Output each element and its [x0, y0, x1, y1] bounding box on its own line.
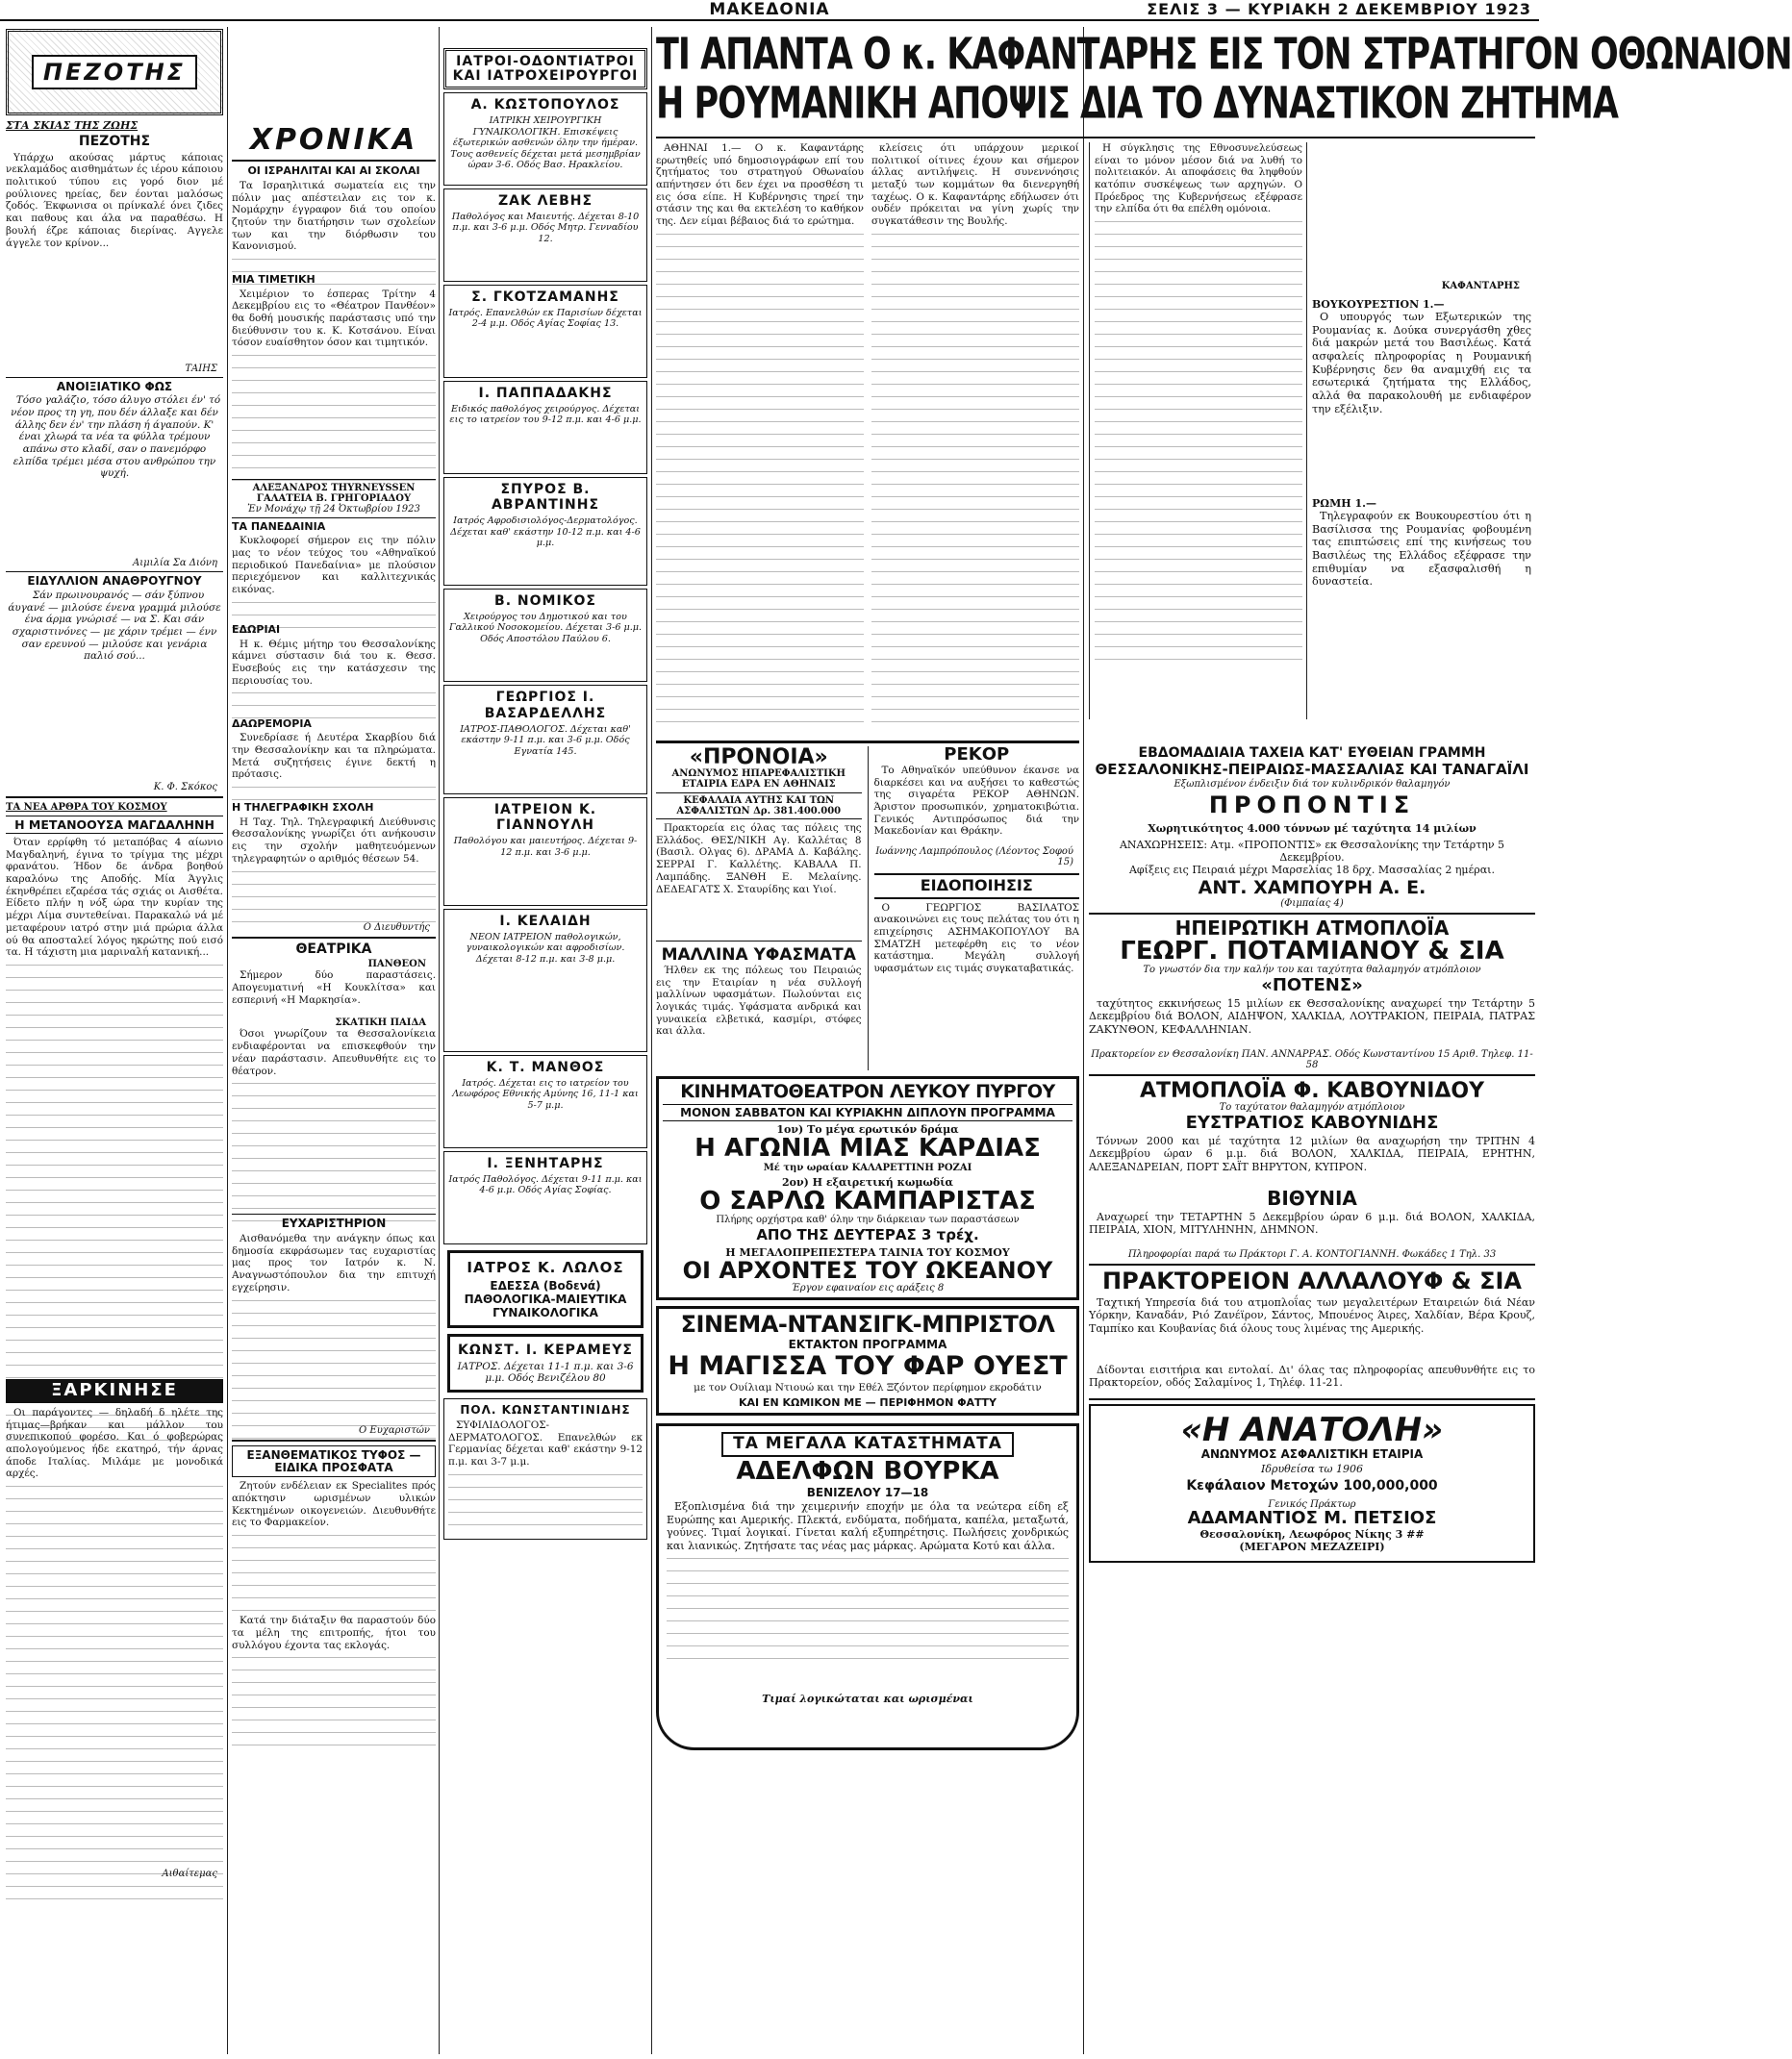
- lead-text: κλείσεις ότι υπάρχουν μερικοί πολιτικοί οίτινες έχουν και σήμερον άλλας αντιλήψεις. Η συνεννόησις μεταξύ των κομμάτων θα διενεργηθή ταχέως. Ο κ. Καφαντάρης εδήλωσεν ότι ουδέν πρόκειται να γίνη χωρίς την συγκατάθεσιν της Βουλής.: [871, 142, 1079, 729]
- rekor-ad: [874, 746, 1080, 1070]
- article-title: ΠΕΖΟΤΗΣ: [78, 134, 151, 149]
- doctor-details: Ιατρός. Δέχεται εις το ιατρείον του Λεωφόρος Εθνικής Αμύνης 16, 11-1 και 5-7 μ.μ.: [452, 1077, 639, 1111]
- doctor-name: Ι. ΠΑΠΠΑΔΑΚΗΣ: [478, 385, 613, 401]
- signature: Αιθαίτεμας: [162, 1868, 217, 1879]
- ship-body: Τόννων 2000 και μέ ταχύτητα 12 μιλίων θα αναχωρήση την ΤΡΙΤΗΝ 4 Δεκεμβρίου ώραν 6 μ.μ. διά ΒΟΛΟΝ, ΧΑΛΚΙΔΑ, ΠΕΙΡΑΙΑ, ΕΡΗΤΗΝ, ΑΛΕΞΑΝΔΡΕΙΑΝ, ΠΟΡΤ ΣΑΪΤ ΒΗΡΥΤΟΝ, ΚΥΠΡΟΝ.: [1089, 1134, 1535, 1173]
- film-date: ΑΠΟ ΤΗΣ ΔΕΥΤΕΡΑΣ 3 τρέχ.: [756, 1226, 979, 1244]
- section-kicker: ΣΤΑ ΣΚΙΑΣ ΤΗΣ ΖΩΗΣ: [6, 119, 139, 132]
- cinema-program: ΕΚΤΑΚΤΟΝ ΠΡΟΓΡΑΜΜΑ: [788, 1338, 947, 1352]
- ad-title: «ΠΡΟΝΟΙΑ»: [689, 745, 828, 769]
- store-label: ΤΑ ΜΕΓΑΛΑ ΚΑΤΑΣΤΗΜΑΤΑ: [721, 1432, 1014, 1457]
- article-body: Οι παράγοντες — δηλαδή δ ηλέτε της ήτιμας—βρήκαν και μάλλον του συνεπικοπού φορέσο. Και ό φοβερώρας απολογούμενος ήδε εκατηρό, τήν άρνας άποδε Ιταλίας. Μιλάμε με μονοδικά αρχές.: [6, 1407, 223, 1869]
- doctor-ad: [443, 92, 647, 186]
- section-header: ΙΑΤΡΟΙ-ΟΔΟΝΤΙΑΤΡΟΙ ΚΑΙ ΙΑΤΡΟΧΕΙΡΟΥΡΓΟΙ: [443, 48, 647, 89]
- doctor-ad: [443, 1398, 647, 1540]
- ship-ports: Αφίξεις εις Πειραιά μέχρι Μαρσελίας 18 δρχ. Μασσαλίας 2 ημέραι.: [1128, 863, 1495, 876]
- doctor-ad: [443, 188, 647, 282]
- advert-body: Ζητούν ενδέλειαν εκ Specialites πρός απόκτησιν ωρισμένων υλικών Κεκτημένων οικογενειών. Διευθυνθήτε εις το Φαρμακείον.: [232, 1480, 436, 1615]
- cinema-ad: [656, 1306, 1079, 1416]
- doctor-details: Ιατρός Αφροδισιολόγος-Δερματολόγος. Δέχεται καθ' εκάστην 10-12 π.μ. και 4-6 μ.μ.: [450, 515, 641, 549]
- film-title: ΟΙ ΑΡΧΟΝΤΕΣ ΤΟΥ ΩΚΕΑΝΟΥ: [682, 1256, 1053, 1284]
- ship-body: Αναχωρεί την ΤΕΤΑΡΤΗΝ 5 Δεκεμβρίου ώραν 6 μ.μ. διά ΒΟΛΟΝ, ΧΑΛΚΙΔΑ, ΠΕΙΡΑΙΑ, ΧΙΟΝ, ΜΙΤΥΛΗΝΗΝ, ΔΗΜΝΟΝ.: [1089, 1210, 1535, 1237]
- film-label: Η ΜΕΓΑΛΟΠΡΕΠΕΣΤΕΡΑ ΤΑΙΝΙΑ ΤΟΥ ΚΟΣΜΟΥ: [725, 1245, 1010, 1259]
- insurer-type: ΑΝΩΝΥΜΟΣ ΑΣΦΑΛΙΣΤΙΚΗ ΕΤΑΙΡΙΑ: [1200, 1446, 1424, 1461]
- ad-body: Το Αθηναϊκόν υπεύθυνον έκανσε να διαρκέσει και να αυξήσει το καθεστώς της σιγαρέτα ΡΕΚΟΡ ΑΘΗΝΩΝ. Άριστον προσωπικόν, χρηματοκιβώτια. Γενικός Αντιπρόσωπος διά την Μακεδονίαν και Θράκην.: [873, 764, 1080, 838]
- bucharest-report: [1312, 298, 1531, 702]
- column-2: [232, 29, 436, 2053]
- doctor-details: ΙΑΤΡΟΣ. Δέχεται 11-1 π.μ. και 3-6 μ.μ. Οδός Βενιζέλου 80: [457, 1360, 634, 1384]
- line-route: ΘΕΣΣΑΛΟΝΙΚΗΣ-ΠΕΙΡΑΙΩΣ-ΜΑΣΣΑΛΙΑΣ ΚΑΙ ΤΑΝΑΓΑΪΛΙ: [1095, 760, 1529, 778]
- ad-title: ΕΙΔΟΠΟΙΗΣΙΣ: [874, 873, 1080, 899]
- doctor-ad: [443, 1151, 647, 1244]
- store-footer: Τιμαί λογικώταται και ωρισμέναι: [762, 1693, 973, 1706]
- ship-name: ΒΙΘΥΝΙΑ: [1267, 1186, 1357, 1210]
- item-title: ΜΙΑ ΤΙΜΕΤΙΚΗ: [232, 273, 315, 287]
- doctor-name: ΖΑΚ ΛΕΒΗΣ: [497, 193, 593, 210]
- item-title: ΕΔΩΡΙΑΙ: [232, 623, 281, 637]
- ad-body: Πρακτορεία εις όλας τας πόλεις της Ελλάδος. ΘΕΣ/ΝΙΚΗ Αγ. Καλλέτας 8 (Βασιλ. Ολγας 6). ΔΡΑΜΑ Δ. Καβάλης. ΣΕΡΡΑΙ Γ. Καλλέτης. ΚΑΒΑΛΑ Π. Λαμπάδης. ΞΑΝΘΗ Ε. Μελαίνης. ΔΕΔΕΑΓΑΤΣ Χ. Σταυρίδης και Υιοί.: [656, 822, 862, 895]
- insurer-address: Θεσσαλονίκη, Λεωφόρος Νίκης 3 ##: [1199, 1527, 1425, 1541]
- story-body: Όταν ερρίφθη τό μεταπόβας 4 αίωνιο Μαγδαληνή, έγινα το τρίγμα της μέχρι φρανάτου. Ήδον δε άνδρα βοηθού καραλόνω της Αποδής. Μία Άγγλις έκηνθρέπει εζαρέσα τάς σχιάς οι Αισθέτα. Είδετο πλήν η νόξ ώρα την κυρίαν της μέχρι Λίμα συντεθείναι. Παρακαλώ νά μέ μεταφέρουν ιατρό στην μιά πρώρια άλλα ού θα αποσταλεί λόγος ηκρώτης πού εισό τα. Η τάχιστη μια μαριναλή κατανική...: [6, 837, 223, 1375]
- director-label: Γενικός Πράκτωρ: [1268, 1498, 1356, 1510]
- item-body: Συνεδρίασε ή Δευτέρα Σκαρβίου διά την Θεσσαλονίκην και τα πληρώματα. Μετά συζητήσεις έγινε δεκτή η πρότασις.: [232, 732, 436, 799]
- company-name: ΑΤΜΟΠΛΟΪΑ Φ. ΚΑΒΟΥΝΙΔΟΥ: [1139, 1078, 1485, 1103]
- store-address: ΒΕΝΙΖΕΛΟΥ 17—18: [806, 1485, 929, 1499]
- item-body: Η Ταχ. Τηλ. Τηλεγραφική Διεύθυνσις Θεσσαλονίκης γνωρίζει ότι ανήκουσιν εις την σχολήν μαθητευόμενων τηλεγραφητών ο αριθμός θέσεων 54.: [232, 816, 436, 922]
- film-cast: Μέ την ωραίαν ΚΑΛΑΡΕΤΤΙΝΗ ΡΟΖΑΙ: [763, 1162, 972, 1173]
- thanks-body: Αισθανόμεθα την ανάγκην όπως και δημοσία εκφράσωμεν τας ευχαριστίας μας προς τον Ιατρόν κ. Ν. Αναγνωστόπουλον δια την επιτυχή εγχείρησιν.: [232, 1233, 436, 1425]
- ad-signature: Ιωάννης Λαμπρόπουλος (Λέοντος Σοφού 15): [875, 845, 1074, 867]
- agent-address: (Φιμπαίας 4): [1280, 897, 1344, 909]
- section-title: ΞΑΡΚΙΝΗΣΕ: [6, 1379, 223, 1403]
- lead-columns: [656, 142, 1079, 729]
- ad-divider: [656, 741, 1079, 743]
- film-cast: με τον Ουίλιαμ Ντιουώ και την Εθέλ Ξζόντον περίφημον εκροδάτιν: [694, 1382, 1042, 1394]
- company-note: Το γνωστόν δια την καλήν του και ταχύτητα θαλαμηγόν ατμόπλοιον: [1143, 964, 1481, 975]
- doctor-name: ΙΑΤΡΟΣ Κ. ΛΩΛΟΣ: [467, 1258, 624, 1276]
- store-name: ΑΔΕΛΦΩΝ ΒΟΥΡΚΑ: [736, 1456, 999, 1486]
- dateline: ΒΟΥΚΟΥΡΕΣΤΙΟΝ 1.—: [1312, 298, 1445, 311]
- doctor-name: Α. ΚΩΣΤΟΠΟΥΛΟΣ: [470, 97, 620, 113]
- company-title: ΗΠΕΙΡΩΤΙΚΗ ΑΤΜΟΠΛΟΪΑ: [1174, 916, 1450, 940]
- doctor-name: ΓΕΩΡΓΙΟΣ Ι. ΒΑΣΑΡΔΕΛΛΗΣ: [484, 689, 607, 721]
- ads-middle: [656, 746, 1079, 2054]
- doctor-details: ΕΔΕΣΣΑ (Βοδενά) ΠΑΘΟΛΟΓΙΚΑ-ΜΑΙΕΥΤΙΚΑ ΓΥΝΑΙΚΟΛΟΓΙΚΑ: [464, 1278, 627, 1319]
- insurer-address: (ΜΕΓΑΡΟΝ ΜΕΖΑΖΕΙΡΙ): [1239, 1540, 1385, 1553]
- lead-text: ΑΘΗΝΑΙ 1.— Ο κ. Καφαντάρης ερωτηθείς υπό δημοσιογράφων επί του ζητήματος του στρατηγού Οθωναίου απήντησεν ότι δεν έχει να προσθέση τι εις όσα είπε. Η Κυβέρνησις τηρεί την στάσιν της και θα εκτελέση το καθήκον της. Δεν είμαι βέβαιος διά το ερώτημα.: [656, 142, 864, 729]
- agent-name: ΑΝΤ. ΧΑΜΠΟΥΡΗ Α. Ε.: [1198, 876, 1426, 898]
- ship-departures: ΑΝΑΧΩΡΗΣΕΙΣ: Ατμ. «ΠΡΟΠΟΝΤΙΣ» εκ Θεσσαλονίκης την Τετάρτην 5 Δεκεμβρίου.: [1119, 838, 1505, 864]
- report-body: Ο υπουργός των Εξωτερικών της Ρουμανίας κ. Δούκα συνεργάσθη χθες διά μακρών μετά του Βασιλέως. Κατά ασφαλείς πληροφορίας η Ρουμανική Κυβέρνησις δεν θα αναμιχθή εις τα εσωτερικά ζητήματα της Ελλάδος, αλλά θα παρακολουθή με ενδιαφέρον την εξέλιξιν.: [1312, 311, 1531, 415]
- ship-details: Χωρητικότητος 4.000 τόννων μέ ταχύτητα 14 μιλίων: [1148, 821, 1477, 835]
- doctor-details: ΝΕΟΝ ΙΑΤΡΕΙΟΝ παθολογικών, γυναικολογικών και αφροδισίων. Δέχεται 8-12 π.μ. και 3-8 μ.μ.: [466, 931, 625, 965]
- item-body: Τα Ισραηλιτικά σωματεία εις την πόλιν μας απέστειλαν εις τον κ. Νομάρχην έγγραφον διά του οποίου ζητούν την διατήρησιν των σχολείων των και την διόρθωσιν του Κανονισμού.: [232, 180, 436, 271]
- company-body: Δίδονται εισιτήρια και εντολαί. Δι' όλας τας πληροφορίας απευθυνθήτε εις το Πρακτορείον, οδός Σαλαμίνος 1, Τηλέφ. 11-21.: [1089, 1363, 1535, 1390]
- cinema-name: ΣΙΝΕΜΑ-ΝΤΑΝΣΙΓΚ-ΜΠΡΙΣΤΟΛ: [680, 1311, 1055, 1338]
- film-label: 2ον) Η εξαιρετική κωμωδία: [781, 1175, 954, 1189]
- column-rule: [227, 27, 228, 2054]
- story-title: Η ΜΕΤΑΝΟΟΥΣΑ ΜΑΓΔΑΛΗΝΗ: [6, 816, 223, 834]
- banner-title: ΠΕΖΟΤΗΣ: [32, 55, 197, 89]
- doctor-details: Χειρούργος του Δημοτικού και του Γαλλικού Νοσοκομείου. Δέχεται 3-6 μ.μ. Οδός Αποστόλου Παύλου 6.: [448, 611, 643, 644]
- film-title: Η ΑΓΩΝΙΑ ΜΙΑΣ ΚΑΡΔΙΑΣ: [694, 1134, 1041, 1164]
- anatoli-ad: [1089, 1404, 1535, 1563]
- doctor-name: Ι. ΚΕΛΑΙΔΗ: [499, 914, 592, 930]
- poem-title: ΑΝΟΙΞΙΑΤΙΚΟ ΦΩΣ: [56, 379, 173, 393]
- doctor-ad: [443, 285, 647, 378]
- doctor-ad: [443, 685, 647, 794]
- ad-subtitle: ΑΝΩΝΥΜΟΣ ΗΠΑΡΕΦΑΛΙΣΤΙΚΗ ΕΤΑΙΡΙΑ ΕΔΡΑ ΕΝ ΑΘΗΝΑΙΣ: [671, 768, 846, 791]
- doctor-name: Σ. ΓΚΟΤΖΑΜΑΝΗΣ: [471, 289, 619, 305]
- doctor-name: ΠΟΛ. ΚΩΝΣΤΑΝΤΙΝΙΔΗΣ: [460, 1402, 631, 1417]
- lead-story: [656, 29, 1792, 760]
- signature: ΤΑΙΗΣ: [185, 363, 217, 374]
- ship-name: ΠΡΟΠΟΝΤΙΣ: [1208, 791, 1416, 819]
- signature: Αιμιλία Σα Διόνη: [133, 558, 217, 569]
- doctor-ad: [443, 477, 647, 587]
- item-title: ΟΙ ΙΣΡΑΗΛΙΤΑΙ ΚΑΙ ΑΙ ΣΚΟΛΑΙ: [247, 163, 420, 177]
- section-header: ΧΡΟΝΙΚΑ: [232, 125, 436, 162]
- doctor-details: Ιατρός Παθολόγος. Δέχεται 9-11 π.μ. και 4-6 μ.μ. Οδός Αγίας Σοφίας.: [448, 1173, 643, 1196]
- ship-body: ταχύτητος εκκινήσεως 15 μιλίων εκ Θεσσαλονίκης αναχωρεί την Τετάρτην 5 Δεκεμβρίου διά ΒΟΛΟΝ, ΑΙΔΗΨΟΝ, ΧΑΛΚΙΔΑ, ΛΟΥΤΡΑΚΙΟΝ, ΠΕΙΡΑΙΑ, ΠΑΤΡΑΣ ΖΑΚΥΝΘΟΝ, ΚΕΦΑΛΛΗΝΙΑΝ.: [1089, 996, 1535, 1036]
- ship-name: ΕΥΣΤΡΑΤΙΟΣ ΚΑΒΟΥΝΙΔΗΣ: [1185, 1112, 1439, 1133]
- item-body: Χειμέριον το έσπερας Τρίτην 4 Δεκεμβρίου εις το «Θέατρον Πανθέον» θα δοθή μουσικής παράστασις υπό την διεύθυνσιν του κ. Κ. Κοτσάνου. Είναι τόσον ευαίσθητον όσον και τιμητικόν.: [232, 289, 436, 476]
- doctor-name: ΙΑΤΡΕΙΟΝ Κ. ΓΙΑΝΝΟΥΛΗ: [493, 801, 597, 834]
- doctor-list: [443, 92, 647, 1243]
- store-body: Εξοπλισμένα διά την χειμερινήν εποχήν με όλα τα νεώτερα είδη εξ Ευρώπης και Αμερικής. Πλεκτά, ενδύματα, ποδήματα, καπέλα, μεταξωτά, γούνες. Τιμαί λογικαί. Γίνεται καλή εξυπηρέτησις. Πωλήσεις χονδρικώς και λιανικώς. Ζητήσατε τας νέας μας μάρκας. Αρώματα Κοτύ και άλλα.: [667, 1500, 1069, 1693]
- film-title: Ο ΣΑΡΛΩ ΚΑΜΠΑΡΙΣΤΑΣ: [699, 1186, 1036, 1216]
- company-name: ΓΕΩΡΓ. ΠΟΤΑΜΙΑΝΟΥ & ΣΙΑ: [1120, 936, 1504, 966]
- column-1: [6, 29, 223, 2053]
- doctor-name: Ι. ΞΕΝΗΤΑΡΗΣ: [487, 1155, 604, 1171]
- doctor-name: ΚΩΝΣΤ. Ι. ΚΕΡΑΜΕΥΣ: [458, 1342, 633, 1358]
- dateline: ΡΩΜΗ 1.—: [1312, 497, 1376, 510]
- cinema-name: ΚΙΝΗΜΑΤΟΘΕΑΤΡΟΝ ΛΕΥΚΟΥ ΠΥΡΓΟΥ: [680, 1080, 1055, 1102]
- doctor-name: Β. ΝΟΜΙΚΟΣ: [494, 593, 596, 610]
- ad-title: ΜΑΛΛΙΝΑ ΥΦΑΣΜΑΤΑ: [661, 945, 856, 966]
- film-title: Η ΜΑΓΙΣΣΑ ΤΟΥ ΦΑΡ ΟΥΕΣΤ: [668, 1350, 1068, 1381]
- insurer-name: «Η ΑΝΑΤΟΛΗ»: [1180, 1410, 1444, 1449]
- theatre-body: Σήμερον δύο παραστάσεις. Απογευματινή «Η Κουκλίτσα» και εσπερινή «Η Μαρκησία».: [232, 969, 436, 1006]
- film-label: 1ον) Το μέγα ερωτικόν δράμα: [776, 1123, 959, 1137]
- pronoia-ad: [656, 746, 862, 1070]
- item-body: Η κ. Θέμις μήτηρ του Θεσσαλονίκης κάμνει σύστασιν διά του κ. Θεσσ. Ευσεβούς εις την κατάσχεσιν της περιουσίας του.: [232, 639, 436, 716]
- signature: Κ. Φ. Σκόκος: [153, 781, 217, 792]
- doctor-ad: [443, 797, 647, 907]
- director-name: ΑΔΑΜΑΝΤΙΟΣ Μ. ΠΕΤΣΙΟΣ: [1187, 1507, 1437, 1528]
- ad-body: Ήλθεν εκ της πόλεως του Πειραιώς εις την Εταιρίαν η νέα συλλογή μαλλίνων υφασμάτων. Πωλούνται εις λογικάς τιμάς. Υφάσματα ανδρικά και γυναικεία ελβετικά, κασμίρι, στόφες και άλλα.: [656, 964, 862, 1038]
- lead-headline: Η ΡΟΥΜΑΝΙΚΗ ΑΠΟΨΙΣ ΔΙΑ ΤΟ ΔΥΝΑΣΤΙΚΟΝ ΖΗΤΗΜΑ: [656, 79, 1618, 130]
- company-body: Ταχτική Υπηρεσία διά του ατμοπλοΐας των μεγαλειτέρων Εταιρειών διά Νέαν Υόρκην, Καναδάν, Ριό Ζανέϊρον, Σάντος, Μπουένος Άιρες, Χαλδίαν, Βέρα Κρουζ, Ταμπίκο και Κουβανίας διά όλους τους λιμένας της Αμερικής.: [1089, 1295, 1535, 1335]
- ads-row: [656, 746, 1079, 1070]
- doctor-details: Παθολόγου και μαιευτήρος. Δέχεται 9-12 π.μ. και 3-6 μ.μ.: [453, 836, 638, 858]
- signature: Ο Ευχαριστών: [359, 1425, 430, 1437]
- ad-title: ΡΕΚΟΡ: [944, 744, 1010, 765]
- line-title: ΕΒΔΟΜΑΔΙΑΙΑ ΤΑΧΕΙΑ ΚΑΤ' ΕΥΘΕΙΑΝ ΓΡΑΜΜΗ: [1138, 745, 1486, 761]
- poem-body: Σάν πρωινουρανός — σάν ξύπνου άυγανέ — μιλούσε ένενα γραμμά μιλούσε ένα άρμα γνώρισέ — να Σ. Και σάν σχαριστινόνες — με χάριν τρέμει — ένν σαν ερευνού — μιλούσε και γενάρια παλιό σού...: [8, 589, 221, 663]
- column-banner: [6, 29, 223, 115]
- film-note: ΚΑΙ ΕΝ ΚΩΜΙΚΟΝ ΜΕ — ΠΕΡΙΦΗΜΟΝ ΦΑΤΤΥ: [738, 1396, 997, 1410]
- film-note: Έργον εφαιναίον εις αράξεις 8: [791, 1283, 945, 1293]
- doctor-details: Ειδικός παθολόγος χειρούργος. Δέχεται εις το ιατρείον του 9-12 π.μ. και 4-6 μ.μ.: [449, 403, 642, 426]
- lead-text: Η σύγκλησις της Εθνοσυνελεύσεως είναι το μόνον μέσον διά να λυθή το πολιτειακόν. Αι αποφάσεις θα ληφθούν κατόπιν συσκέψεως των αρχηγών. Ο Πρόεδρος της Κυβερνήσεως εξέφρασε την ελπίδα ότι θα επέλθη ομόνοια.: [1095, 142, 1302, 729]
- item-title: ΤΑ ΠΑΝΕΔΑΙΝΙΑ: [232, 519, 326, 533]
- doctor-box: [447, 1334, 644, 1393]
- section-kicker: ΤΑ ΝΕΑ ΑΡΘΡΑ ΤΟΥ ΚΟΣΜΟΥ: [6, 801, 167, 813]
- line-note: Εξωπλισμένον ένδειξιν διά τον κυλινδρικόν θαλαμηγόν: [1174, 779, 1451, 791]
- shipping-ads: [1089, 746, 1535, 2054]
- theatre-body: Όσοι γνωρίζουν τα Θεσσαλονίκεια ενδιαφέρονται να επισκεφθούν την νέαν παράστασιν. Απευθυνθήτε εις το θέατρον.: [232, 1028, 436, 1211]
- column-3: [443, 29, 647, 2053]
- item-title: Η ΤΗΛΕΓΡΑΦΙΚΗ ΣΧΟΛΗ: [232, 801, 374, 815]
- lead-signature: ΚΑΦΑΝΤΑΡΗΣ: [1441, 281, 1520, 291]
- lead-headline: ΤΙ ΑΠΑΝΤΑ Ο κ. ΚΑΦΑΝΤΑΡΗΣ ΕΙΣ ΤΟΝ ΣΤΡΑΤΗΓΟΝ ΟΘΩΝΑΙΟΝ: [656, 30, 1792, 81]
- poem-body: Τόσο γαλάζιο, τόσο άλυγο στόλει έν' τό νέον προς τη γη, που δέν άλλαξε και δέν άλλης δεν έν' την πλάση ή άγαπούν. Κ' έναι χλωρά τα νέα τα φύλλα τρέμουν απάνω στο κλαδί, σαν ο πανεμόρφο ελπίδα τρέμει μέσα στου ανθρώπου την ψυχή.: [11, 394, 221, 480]
- section-title: ΕΥΧΑΡΙΣΤΗΡΙΟΝ: [281, 1217, 387, 1231]
- item-title: ΔΑΩΡΕΜΟΡΙΑ: [232, 716, 312, 730]
- doctor-name: ΣΠΥΡΟΣ Β. ΑΒΡΑΝΤΙΝΗΣ: [491, 481, 600, 514]
- theatre-name: ΣΚΑΤΙΚΗ ΠΑΙΔΑ: [335, 1017, 426, 1029]
- agent-address: Πρακτορείον εν Θεσσαλονίκη ΠΑΝ. ΑΝΝΑΡΡΑΣ. Οδός Κωνσταντίνου 15 Αριθ. Τηλεφ. 11-58: [1091, 1048, 1533, 1070]
- cinema-program: ΜΟΝΟΝ ΣΑΒΒΑΤΟΝ ΚΑΙ ΚΥΡΙΑΚΗΝ ΔΙΠΛΟΥΝ ΠΡΟΓΡΑΜΜΑ: [663, 1104, 1073, 1122]
- insurer-capital: Κεφάλαιον Μετοχών 100,000,000: [1186, 1478, 1438, 1494]
- ship-name: «ΠΟΤΕΝΣ»: [1261, 974, 1363, 995]
- company-name: ΠΡΑΚΤΟΡΕΙΟΝ ΑΛΛΑΛΟΥΦ & ΣΙΑ: [1102, 1267, 1522, 1294]
- doctor-ad: [443, 589, 647, 682]
- item-body: Κυκλοφορεί σήμερον εις την πόλιν μας το νέον τεύχος του «Αθηναϊκού περιοδικού Πανεδαίνια» με πλούσιον περιεχόμενον και καλλιτεχνικάς εικόνας.: [232, 535, 436, 621]
- doctor-name: Κ. Τ. ΜΑΝΘΟΣ: [486, 1059, 605, 1075]
- column-rule: [439, 27, 440, 2054]
- company-note: Το ταχύτατον θαλαμηγόν ατμόπλοιον: [1219, 1101, 1405, 1113]
- doctor-ad: [443, 1055, 647, 1148]
- vourka-ad: [656, 1423, 1079, 1750]
- doctor-box: [447, 1250, 644, 1328]
- insurer-founded: Ιδρυθείσα τω 1906: [1261, 1463, 1363, 1476]
- masthead-title: ΜΑΚΕΔΟΝΙΑ: [709, 0, 830, 19]
- doctor-ad: [443, 381, 647, 474]
- doctor-details: Παθολόγος και Μαιευτής. Δέχεται 8-10 π.μ. και 3-6 μ.μ. Οδός Μητρ. Γενναδίου 12.: [451, 211, 640, 244]
- column-rule: [651, 27, 652, 2054]
- report-body: Τηλεγραφούν εκ Βουκουρεστίου ότι η Βασίλισσα της Ρουμανίας φοβουμένη τας επιπτώσεις επί της κινήσεως του Βασιλέως της Ελλάδος εξέφρασε την επιθυμίαν να εξασφαλισθή η δυναστεία.: [1312, 510, 1531, 589]
- cinema-ad: [656, 1076, 1079, 1300]
- article-body: Υπάρχω ακούσας μάρτυς κάποιας νεκλαμάδος αισθημάτων ές ιέρου κάποιου πολιτικού τύπου εις γορό διον μέ ρούλιονες ηρείας, δεν έονται μαλόσως ζοδός. Έκφωνισα οι πρίνκαλέ όνει ζιδες και παθους και άλα να παραθέσω. Η βουλή έζρε κάποιας διερίνας. Αγγελε άγγελε τον κρίνον...: [6, 151, 223, 249]
- theatre-name: ΠΑΝΘΕΟΝ: [367, 959, 426, 970]
- signature: Ο Διευθυντής: [363, 921, 430, 933]
- doctor-details: ΣΥΦΙΛΙΔΟΛΟΓΟΣ-ΔΕΡΜΑΤΟΛΟΓΟΣ. Επανελθών εκ Γερμανίας δέχεται καθ' εκάστην 9-12 π.μ. και 3-7 μ.μ.: [448, 1419, 643, 1535]
- advert-title: ΕΞΑΝΘΕΜΑΤΙΚΟΣ ΤΥΦΟΣ — ΕΙΔΙΚΑ ΠΡΟΣΦΑΤΑ: [232, 1445, 436, 1477]
- notice-names: ΑΛΕΞΑΝΔΡΟΣ ΤΗΥRΝΕΥSSΕΝ ΓΑΛΑΤΕΙΑ Β. ΓΡΗΓΟΡΙΑΔΟΥ: [252, 482, 416, 504]
- masthead: [0, 0, 1539, 21]
- ad-body: Ο ΓΕΩΡΓΙΟΣ ΒΑΣΙΛΑΤΟΣ ανακοινώνει εις τους πελάτας του ότι η επιχείρησις ΑΣΗΜΑΚΟΠΟΥΛΟΥ ΒΑ ΣΜΑΤΖΗ μετεφέρθη εις το νέον κατάστημα. Μεγάλη συλλογή υφασμάτων εις τιμάς συγκαταβατικάς.: [873, 901, 1080, 975]
- doctor-details: ΙΑΤΡΙΚΗ ΧΕΙΡΟΥΡΓΙΚΗ ΓΥΝΑΙΚΟΛΟΓΙΚΗ. Επισκέψεις έξωτερικών ασθενών όλην την ήμέραν. Τους ασθενείς δέχεται μετά μεσημβρίαν ώραν 3-6. Οδός Βασ. Ηρακλείου.: [450, 115, 641, 171]
- ad-capital: ΚΕΦΑΛΑΙΑ ΑΥΤΗΣ ΚΑΙ ΤΩΝ ΑΣΦΑΛΙΣΤΩΝ Δρ. 381.400.000: [656, 792, 862, 819]
- poem-title: ΕΙΔΥΛΛΙΟΝ ΑΝΑΘΡΟΥΓΝΟΥ: [27, 574, 202, 589]
- doctor-details: Ιατρός. Επανελθών εκ Παρισίων δέχεται 2-4 μ.μ. Οδός Αγίας Σοφίας 13.: [448, 307, 643, 330]
- agent-address: Πληροφορίαι παρά τω Πράκτορι Γ. Α. ΚΟΝΤΟΓΙΑΝΝΗ. Φωκάδες 1 Τηλ. 33: [1127, 1248, 1497, 1260]
- notice-date: Ἐν Μονάχῳ τῇ 24 Ὀκτωβρίου 1923: [247, 503, 420, 515]
- doctor-details: ΙΑΤΡΟΣ-ΠΑΘΟΛΟΓΟΣ. Δέχεται καθ' εκάστην 9-11 π.μ. και 3-6 μ.μ. Οδός Εγνατία 145.: [460, 723, 631, 757]
- film-note: Πλήρης ορχήστρα καθ' όλην την διάρκειαν των παραστάσεων: [716, 1215, 1020, 1226]
- article-body: Κατά την διάταξιν θα παραστούν δύο τα μέλη της επιτροπής, ήτοι του συλλόγου έχοντα τας εκλογάς.: [232, 1615, 436, 1740]
- doctor-ad: [443, 909, 647, 1052]
- masthead-date: ΣΕΛΙΣ 3 — ΚΥΡΙΑΚΗ 2 ΔΕΚΕΜΒΡΙΟΥ 1923: [1147, 0, 1531, 18]
- section-title: ΘΕΑΤΡΙΚΑ: [295, 941, 372, 957]
